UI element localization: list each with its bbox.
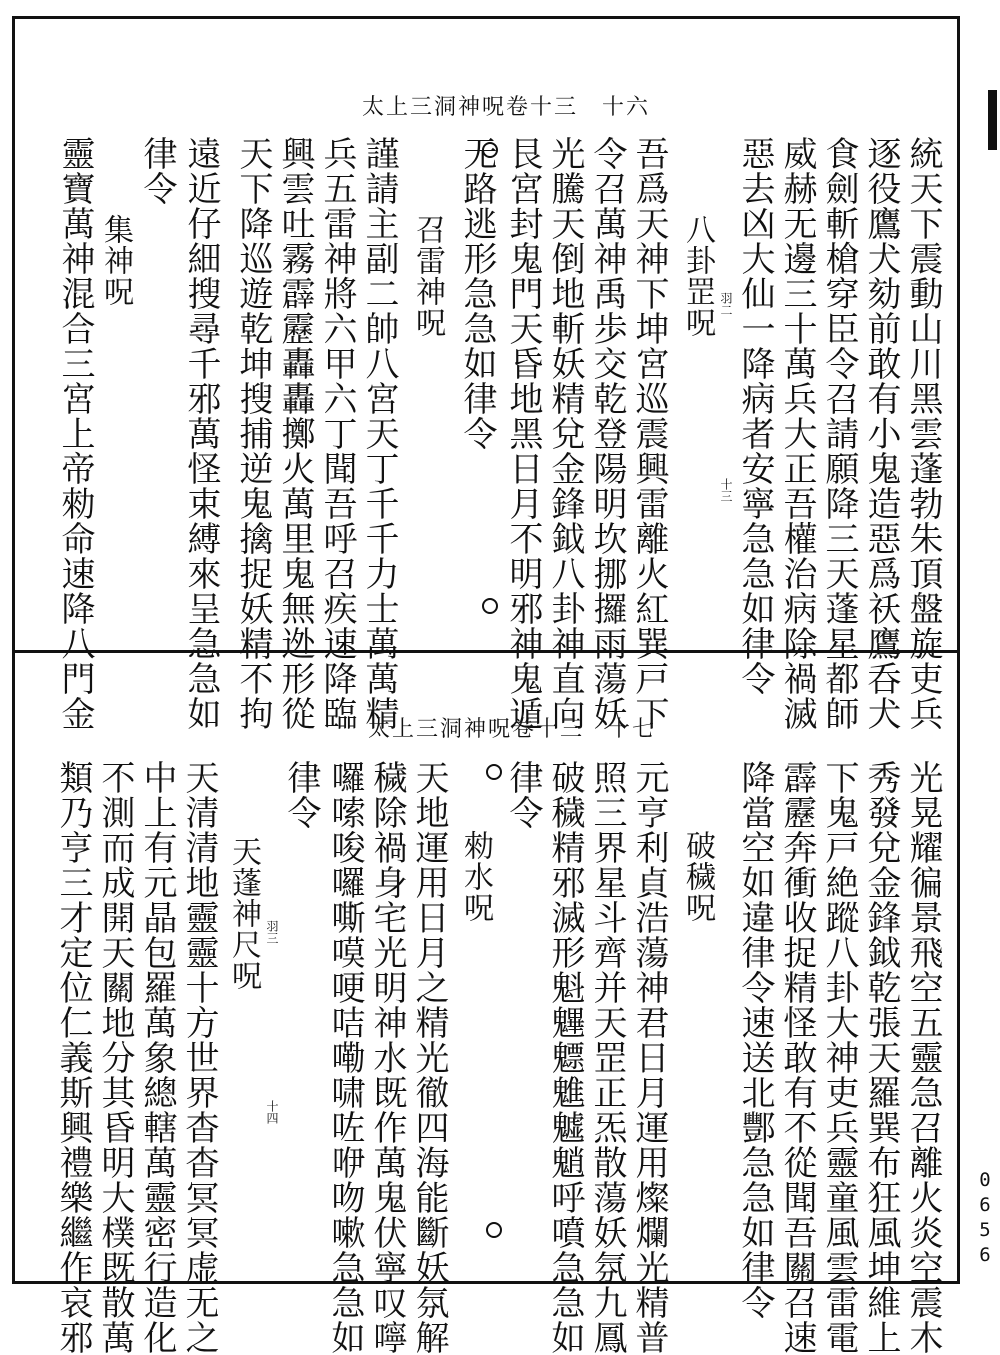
text-column: 逐役鷹犬劾前敢有小鬼造惡爲祅鷹呑犬 (861, 136, 901, 731)
text-column: 律令 (137, 136, 177, 206)
text-column: 謹請主副二帥八宮天丁千千力士萬萬精 (359, 136, 399, 731)
section-title: 破穢呪 (680, 830, 715, 923)
text-column: 艮宮封鬼門天昏地黑日月不明邪神鬼遁 (503, 136, 543, 731)
text-column: 照三界星斗齊并天罡正炁散蕩妖氛九鳳 (587, 760, 627, 1355)
text-column: 穢除禍身宅光明神水既作萬鬼伏寧叹嚀 (367, 760, 407, 1355)
text-column: 天地運用日月之精光徹四海能斷妖氛解 (409, 760, 449, 1355)
text-column: 食劍斬槍穿臣令召請願降三天蓬星都師 (819, 136, 859, 731)
margin-note: 羽二 (719, 292, 733, 316)
text-column: 中上有元晶包羅萬象總轄萬靈密行造化 (137, 760, 177, 1355)
section-title: 天蓬神尺呪 (226, 836, 261, 991)
text-column: 不測而成開天關地分其昏明大樸既散萬 (95, 760, 135, 1355)
text-column: 天下降巡遊乾坤搜捕逆鬼擒捉妖精不拘 (233, 136, 273, 731)
circle-mark (482, 142, 498, 158)
text-column: 囉嗦唆囉嘶嗼哽咭嘞啸咗咿吻嗽急急如 (325, 760, 365, 1355)
text-column: 兵五雷神將六甲六丁聞吾呼召疾速降臨 (317, 136, 357, 731)
edge-mark (988, 90, 997, 150)
text-column: 律令 (281, 760, 321, 830)
top-header: 太上三洞神呪卷十三 十六 (362, 95, 651, 120)
text-column: 惡去凶大仙一降病者安寧急急如律令 (735, 136, 775, 696)
section-title: 召雷神呪 (410, 214, 445, 338)
text-column: 光騰天倒地斬妖精兌金鋒鉞八卦神直向 (545, 136, 585, 731)
section-title: 八卦罡呪 (680, 214, 715, 338)
text-column: 秀發兌金鋒鉞乾張天羅巽布狂風坤維上 (861, 760, 901, 1355)
text-column: 下鬼戸絶蹤八卦大神吏兵靈童風雲雷電 (819, 760, 859, 1355)
margin-note: 十三 (719, 478, 733, 502)
text-column: 興雲吐霧霹靂轟轟擲火萬里鬼無迯形從 (275, 136, 315, 731)
bottom-header: 太上三洞神呪卷十三 十七 (368, 717, 657, 742)
text-column: 吾爲天神下坤宮巡震興雷離火紅巽戸下 (629, 136, 669, 731)
circle-mark (482, 598, 498, 614)
text-column: 遠近仔細搜尋千邪萬怪束縛來呈急急如 (181, 136, 221, 731)
margin-note: 十四 (265, 1100, 279, 1124)
text-column: 天清清地靈靈十方世界杳杳冥冥虚无之 (179, 760, 219, 1355)
text-column: 无路逃形急急如律令 (457, 136, 497, 451)
text-column: 律令 (503, 760, 543, 830)
text-column: 降當空如違律令速送北酆急急如律令 (735, 760, 775, 1320)
margin-note: 羽三 (265, 920, 279, 944)
text-column: 破穢精邪滅形魁魓魒魋魖魈呼噴急急如 (545, 760, 585, 1355)
text-column: 類乃亨三才定位仁義斯興禮樂繼作哀邪 (53, 760, 93, 1355)
circle-mark (486, 1222, 502, 1238)
section-title: 勑水呪 (458, 830, 493, 923)
page-number: 0656 (979, 1169, 991, 1266)
section-title: 集神呪 (98, 214, 133, 307)
circle-mark (486, 764, 502, 780)
text-column: 元亨利貞浩蕩神君日月運用燦爛光精普 (629, 760, 669, 1355)
text-column: 威赫无邊三十萬兵大正吾權治病除禍滅 (777, 136, 817, 731)
text-column: 光晃耀徧景飛空五靈急召離火炎空震木 (903, 760, 943, 1355)
text-column: 令召萬神禹歩交乾登陽明坎挪攞雨蕩妖 (587, 136, 627, 731)
text-column: 霹靂奔衝收捉精怪敢有不從聞吾關召速 (777, 760, 817, 1355)
text-column: 統天下震動山川黑雲蓬勃朱頂盤旋吏兵 (903, 136, 943, 731)
text-column: 靈寶萬神混合三宮上帝勑命速降八門金 (55, 136, 95, 731)
